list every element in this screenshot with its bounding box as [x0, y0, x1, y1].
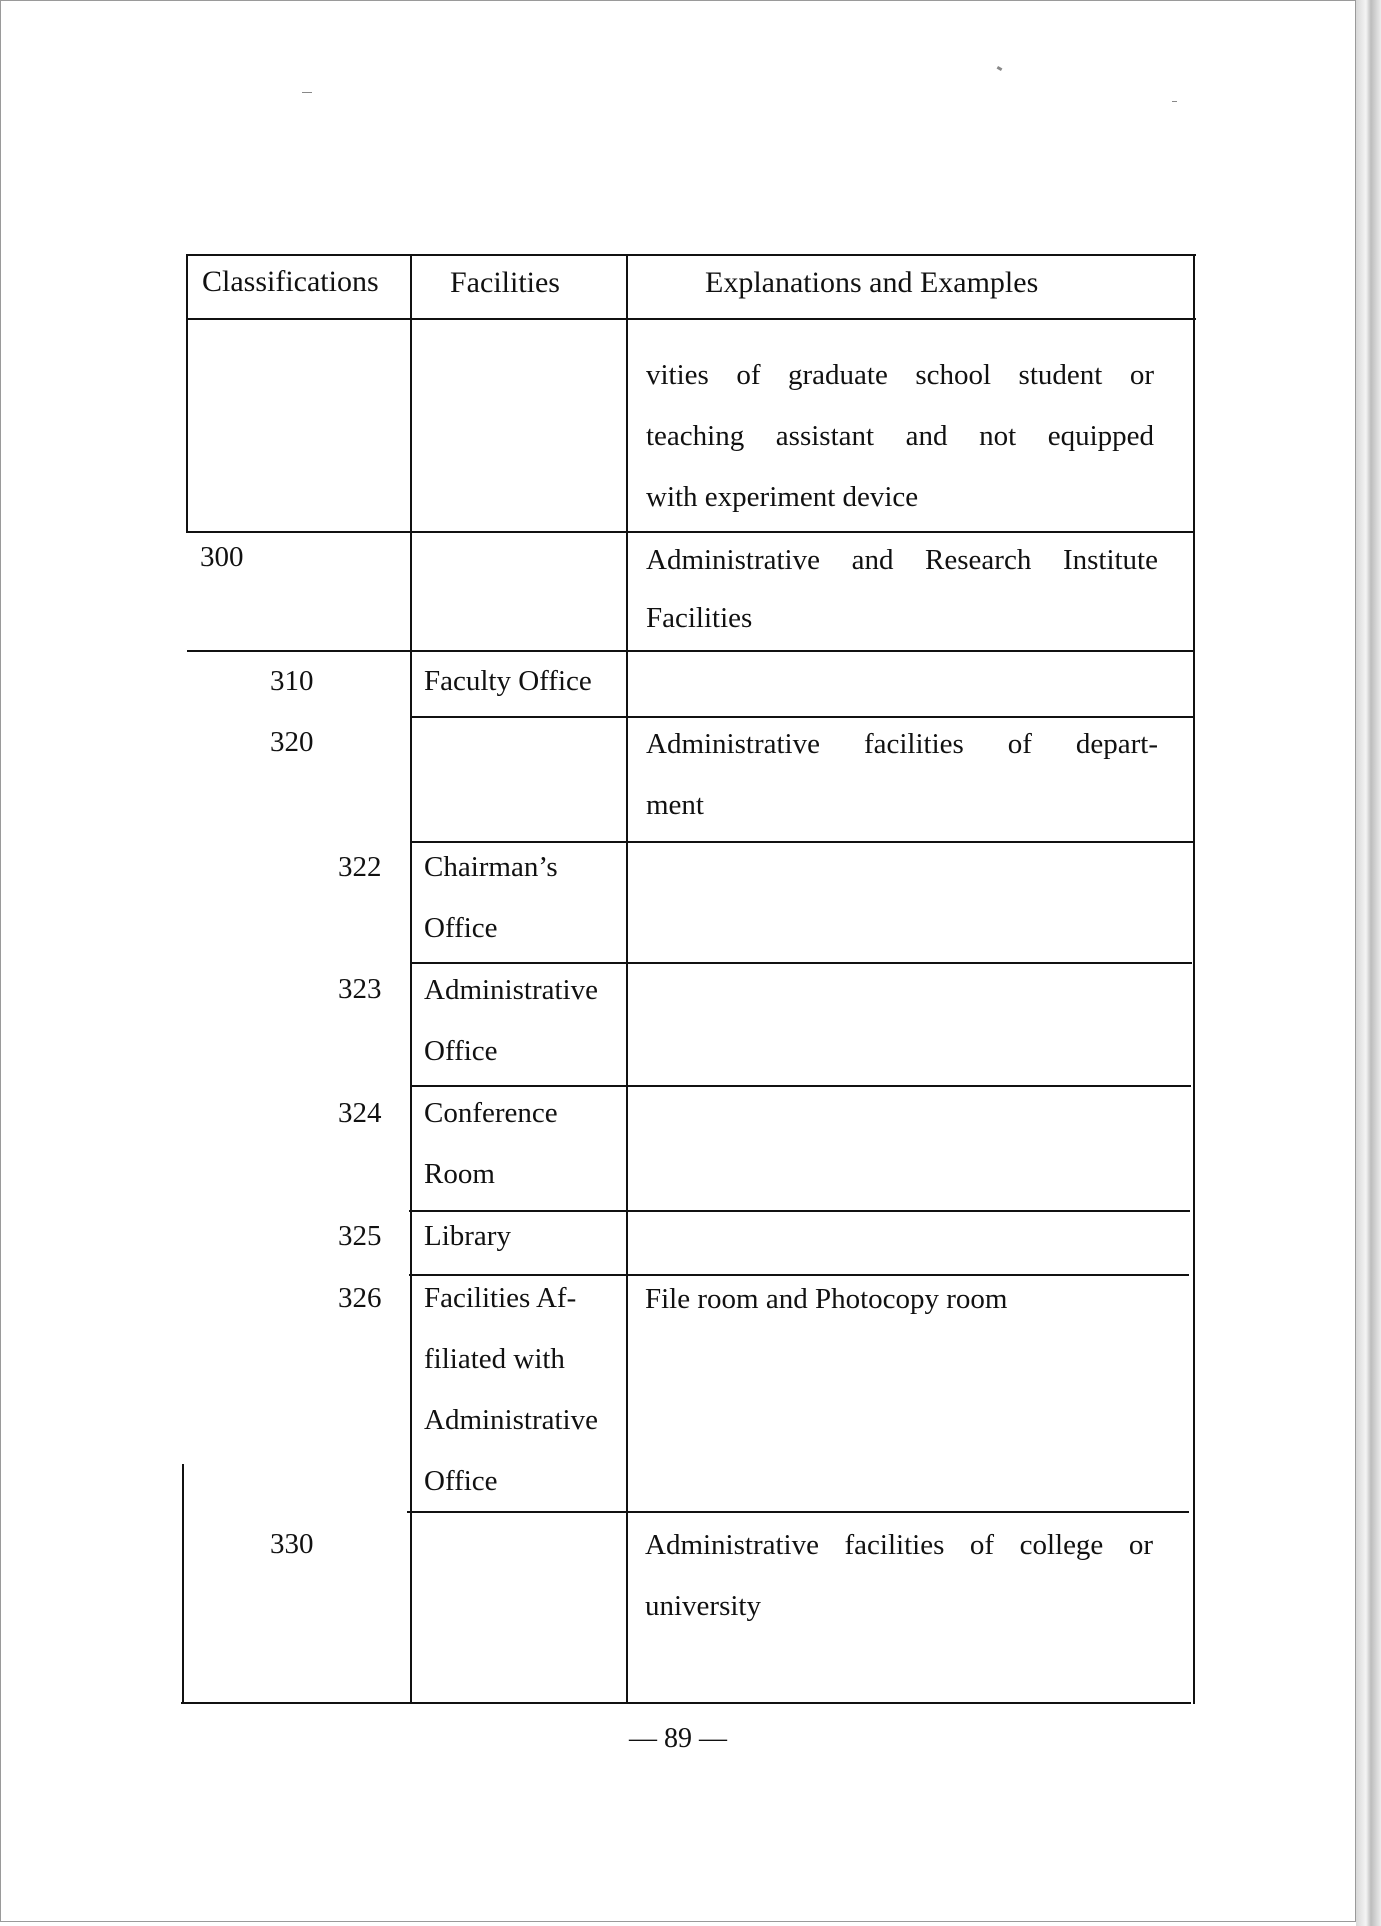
explanation-line: File room and Photocopy room — [645, 1283, 1008, 1315]
explanation-cell — [646, 530, 1158, 649]
table-top-border — [187, 254, 1196, 256]
facility-name — [424, 837, 558, 959]
facility-name: Library — [424, 1220, 511, 1252]
explanation-line: university — [645, 1590, 761, 1622]
header-facilities: Facilities — [450, 266, 560, 299]
explanation-line: Administrative facilities of depart- — [646, 728, 1158, 760]
row-divider — [187, 650, 1194, 652]
explanation-line: Administrative and Research Institute — [646, 544, 1158, 576]
facility-line: Office — [424, 912, 498, 944]
facility-line: Administrative — [424, 974, 598, 1006]
table-right-border — [1193, 254, 1195, 1704]
classification-code: 300 — [200, 541, 244, 573]
scan-speck — [302, 92, 312, 93]
scan-speck — [1172, 101, 1177, 102]
facility-line: Facilities Af- — [424, 1282, 577, 1314]
facility-line: Room — [424, 1158, 495, 1190]
header-classifications: Classifications — [202, 265, 379, 298]
explanation-line: teaching assistant and not equipped — [646, 420, 1154, 452]
explanation-cell — [646, 714, 1158, 836]
facility-name — [424, 960, 598, 1082]
explanation-cell — [646, 345, 1154, 528]
explanation-line: vities of graduate school student or — [646, 359, 1154, 391]
explanation-line: Facilities — [646, 602, 753, 634]
facility-line: Chairman’s — [424, 851, 558, 883]
header-explanations: Explanations and Examples — [705, 266, 1039, 299]
classification-code: 320 — [270, 726, 314, 758]
table-left-border — [186, 254, 188, 533]
table-left-border — [182, 1464, 184, 1704]
row-divider — [409, 1210, 1190, 1212]
table-bottom-border — [181, 1702, 1191, 1704]
facility-line: Administrative — [424, 1404, 598, 1436]
classification-code: 323 — [338, 973, 382, 1005]
explanation-cell — [645, 1515, 1153, 1637]
facility-line: filiated with — [424, 1343, 565, 1375]
classification-code: 324 — [338, 1097, 382, 1129]
classification-code: 310 — [270, 665, 314, 697]
page-number: — 89 — — [629, 1723, 727, 1754]
column-divider — [410, 254, 412, 1704]
explanation-line: with experiment device — [646, 481, 919, 513]
classification-code: 326 — [338, 1282, 382, 1314]
column-divider — [626, 254, 628, 1704]
facility-name — [424, 1083, 558, 1205]
header-bottom-border — [187, 318, 1196, 320]
facility-name: Faculty Office — [424, 665, 592, 697]
classification-code: 330 — [270, 1528, 314, 1560]
facility-line: Conference — [424, 1097, 558, 1129]
explanation-line: ment — [646, 789, 704, 821]
facility-name — [424, 1268, 598, 1512]
facility-line: Office — [424, 1035, 498, 1067]
facility-line: Office — [424, 1465, 498, 1497]
explanation-line: Administrative facilities of college or — [645, 1529, 1153, 1561]
classification-code: 325 — [338, 1220, 382, 1252]
page-edge — [1356, 0, 1381, 1926]
classification-code: 322 — [338, 851, 382, 883]
